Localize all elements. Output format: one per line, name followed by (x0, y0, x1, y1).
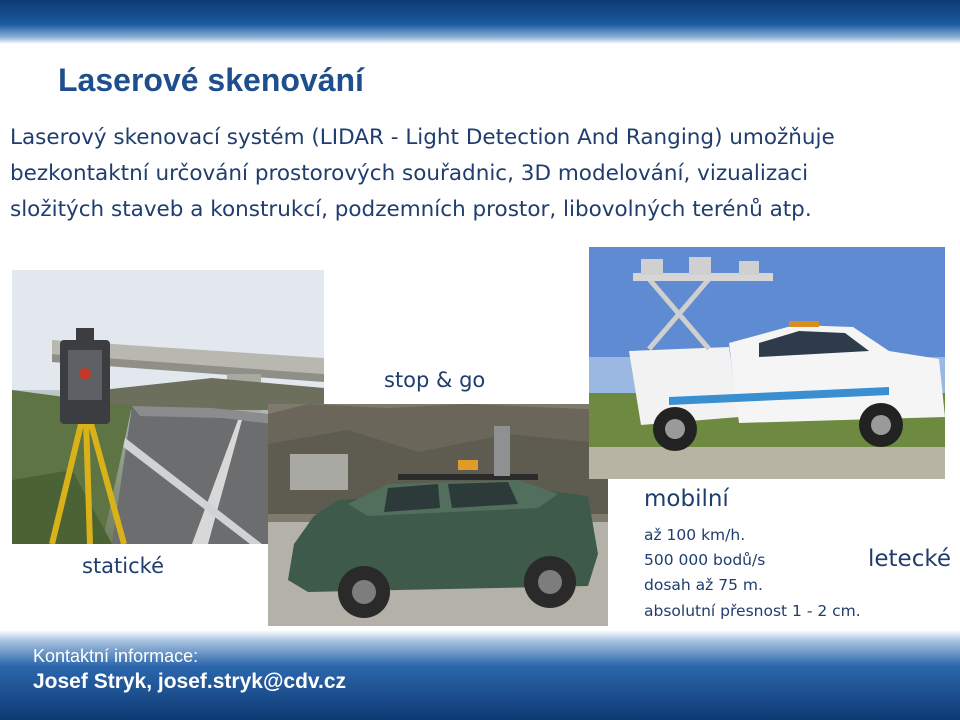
slide-title: Laserové skenování (58, 62, 364, 98)
mobile-spec-points: 500 000 bodů/s (644, 551, 766, 569)
static-label: statické (82, 554, 164, 578)
mobile-spec-range: dosah až 75 m. (644, 576, 763, 594)
mobile-spec-accuracy: absolutní přesnost 1 - 2 cm. (644, 602, 861, 620)
stop-and-go-label: stop & go (384, 368, 486, 392)
contact-value: Josef Stryk, josef.stryk@cdv.cz (33, 670, 347, 693)
mobile-mapping-truck-photo (589, 247, 945, 479)
mobile-label: mobilní (644, 486, 729, 512)
intro-text: Laserový skenovací systém (LIDAR - Light Detection And Ranging) umožňuje bezkontaktní určování prostorových souřadnic, 3D modelování, vizualizaci složitých staveb a konstrukcí, podzemních prostor, libovolných terénů atp. (10, 125, 835, 222)
top-band (0, 0, 960, 44)
mobile-spec-speed: až 100 km/h. (644, 526, 746, 544)
stop-and-go-vehicle-photo (268, 404, 608, 626)
contact-label: Kontaktní informace: (33, 646, 199, 666)
aerial-label: letecké (868, 546, 952, 572)
